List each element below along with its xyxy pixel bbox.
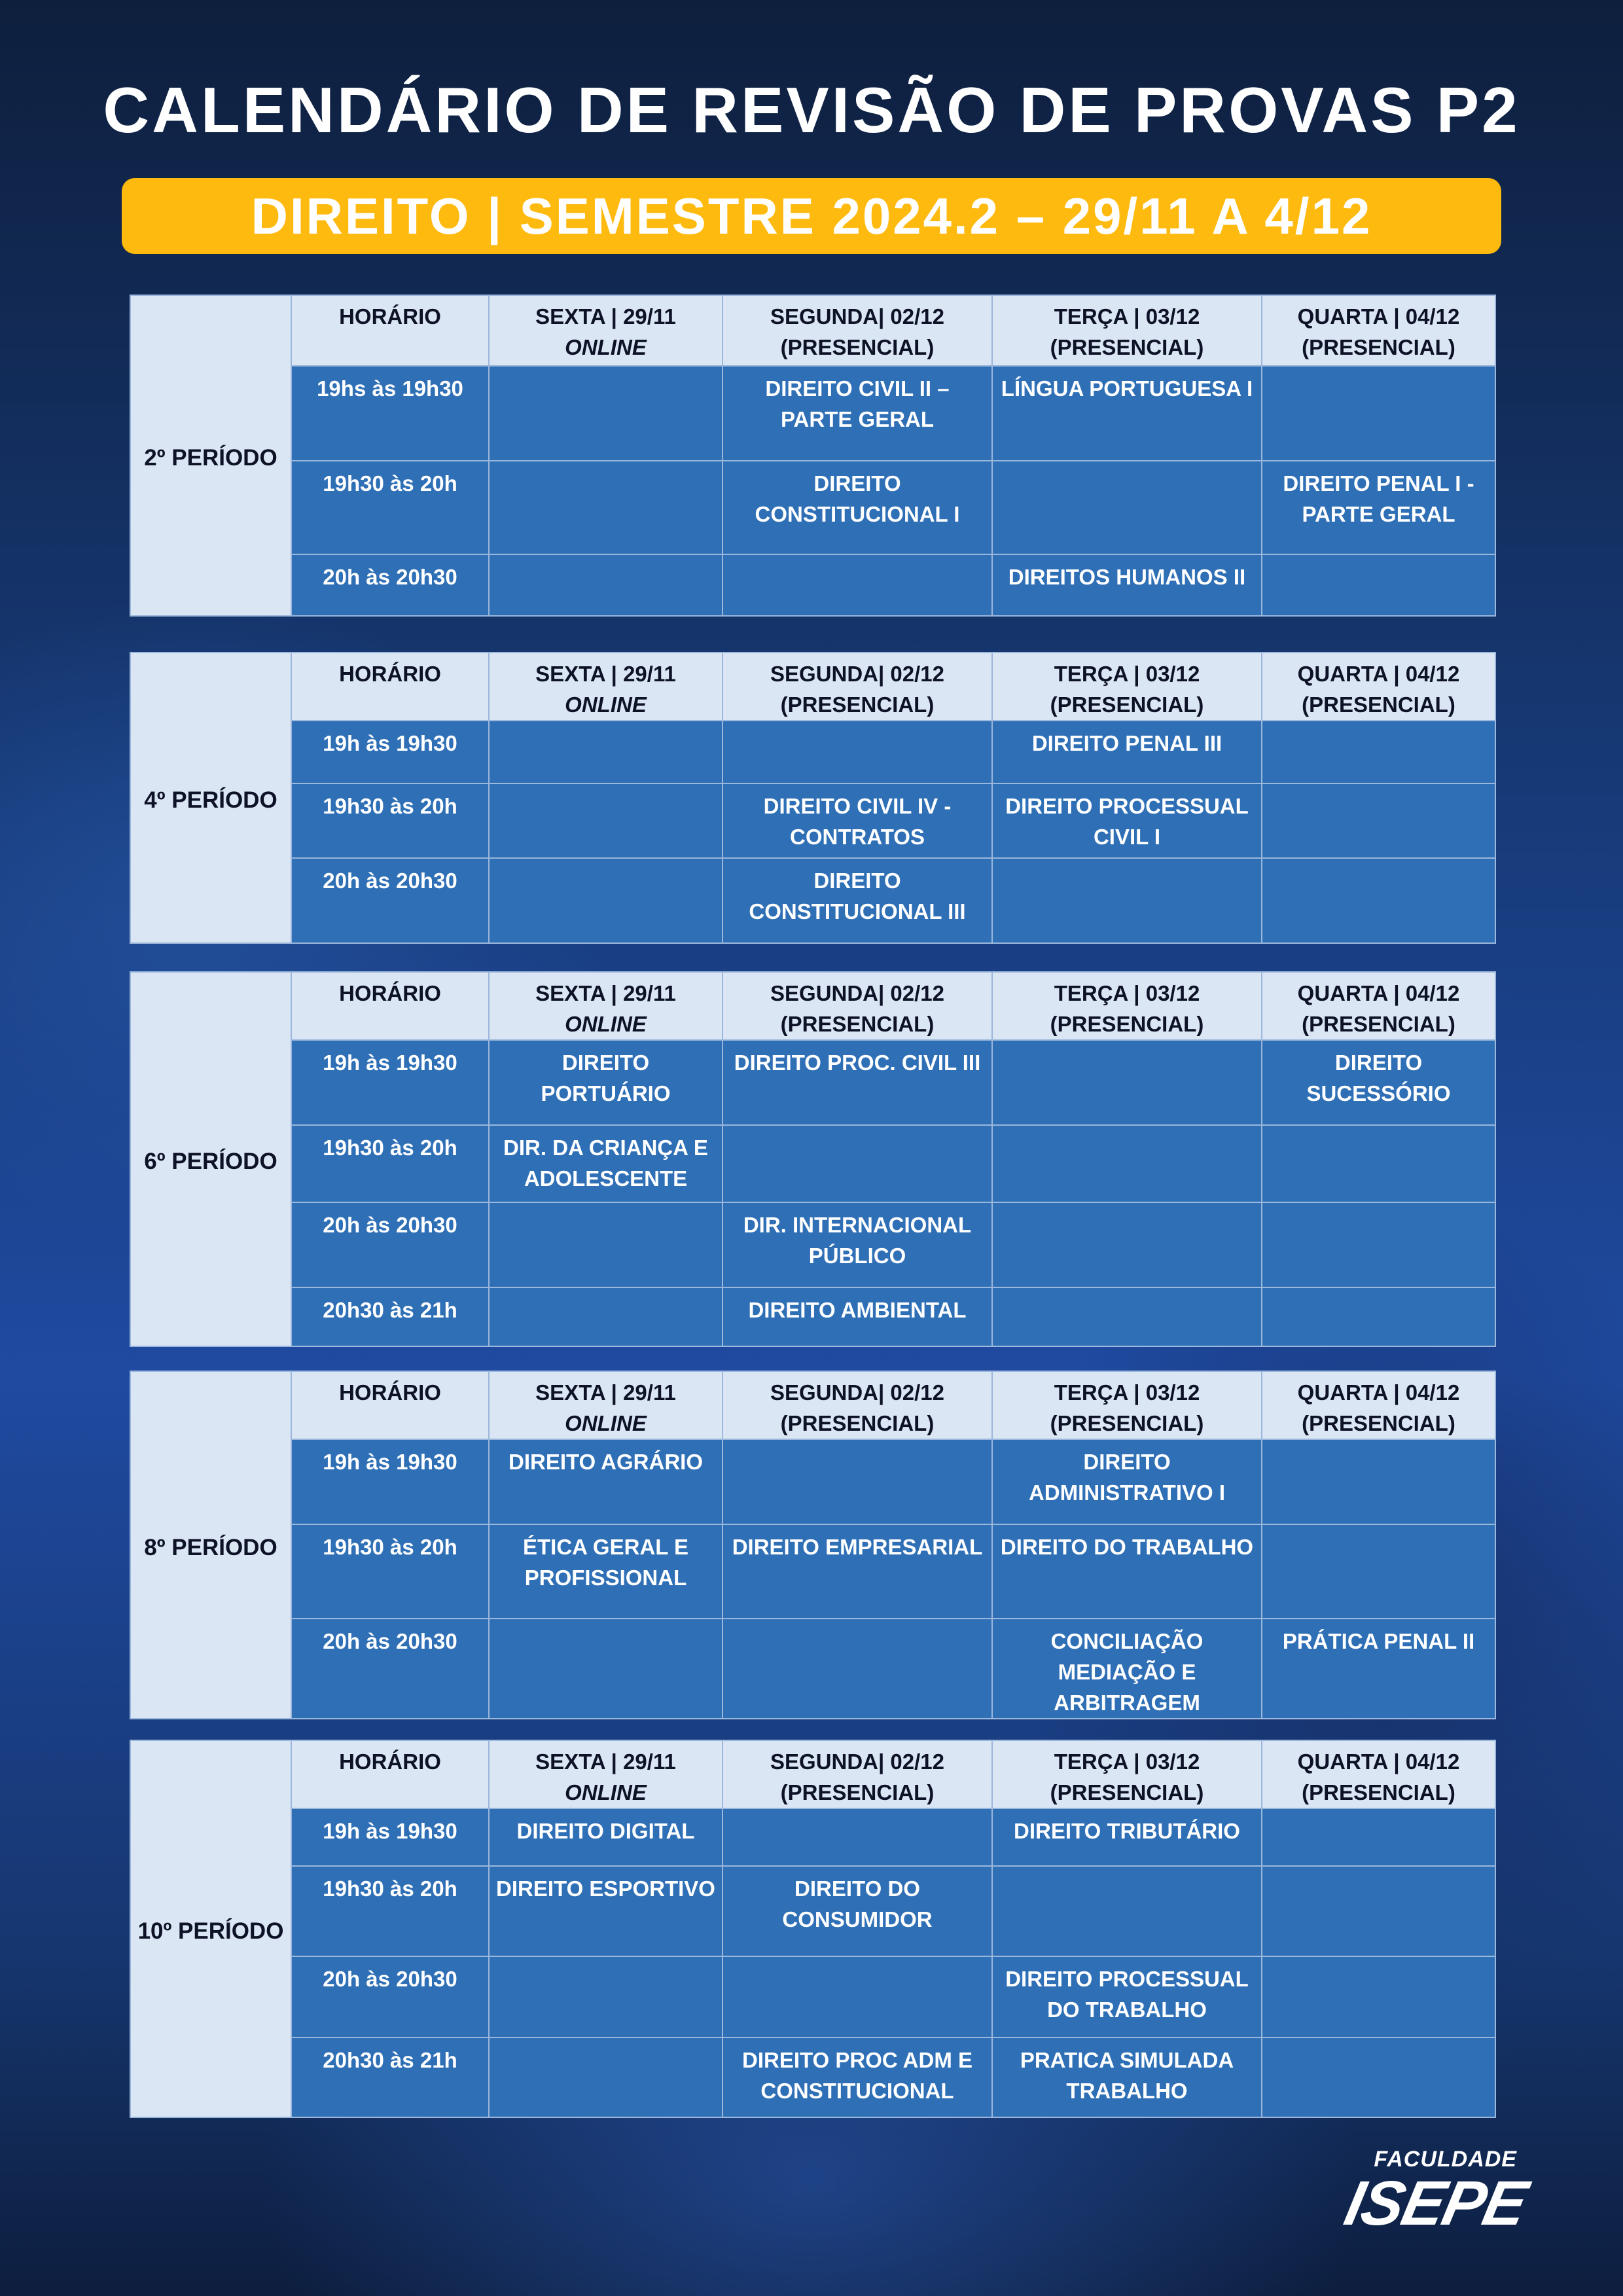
header-day-label: QUARTA | 04/12 <box>1297 662 1460 686</box>
header-day-1 <box>489 1740 722 1808</box>
subject-cell: PRÁTICA PENAL II <box>1262 1619 1495 1719</box>
header-day-mode: ONLINE <box>565 1411 647 1435</box>
header-day-4 <box>1262 1740 1495 1808</box>
time-slot: 20h30 às 21h <box>291 1287 489 1346</box>
subject-cell: DIREITO CONSTITUCIONAL I <box>722 461 992 554</box>
subject-cell: DIREITO PROC. CIVIL III <box>722 1040 992 1125</box>
time-slot: 19h às 19h30 <box>291 1439 489 1524</box>
subject-cell <box>489 858 722 943</box>
subject-cell <box>992 1287 1262 1346</box>
header-day-mode: (PRESENCIAL) <box>1302 1411 1455 1435</box>
subject-cell: DIREITO CIVIL II – PARTE GERAL <box>722 366 992 461</box>
table-row <box>130 554 1495 616</box>
header-day-mode: (PRESENCIAL) <box>1302 335 1455 359</box>
table-row <box>130 1439 1495 1524</box>
table-row <box>130 1040 1495 1125</box>
subject-cell <box>722 1125 992 1202</box>
header-day-mode: (PRESENCIAL) <box>1302 1012 1455 1036</box>
subject-cell: DIREITO DO TRABALHO <box>992 1524 1262 1619</box>
subject-cell <box>1262 1808 1495 1866</box>
header-day-2 <box>722 295 992 366</box>
header-day-label: TERÇA | 03/12 <box>1054 304 1200 329</box>
subject-cell <box>489 366 722 461</box>
table-row <box>130 1866 1495 1956</box>
header-horario: HORÁRIO <box>291 972 489 1040</box>
header-day-1 <box>489 295 722 366</box>
time-slot: 19h às 19h30 <box>291 721 489 783</box>
table-row <box>130 858 1495 943</box>
header-day-4 <box>1262 653 1495 721</box>
subject-cell <box>1262 1956 1495 2037</box>
subject-cell: DIREITO TRIBUTÁRIO <box>992 1808 1262 1866</box>
time-slot: 19h30 às 20h <box>291 1524 489 1619</box>
header-horario: HORÁRIO <box>291 1740 489 1808</box>
subject-cell <box>1262 1866 1495 1956</box>
header-day-mode: (PRESENCIAL) <box>780 1012 935 1036</box>
table-header-row <box>130 653 1495 721</box>
subject-cell: LÍNGUA PORTUGUESA I <box>992 366 1262 461</box>
header-day-mode: ONLINE <box>565 692 647 717</box>
time-slot: 19h30 às 20h <box>291 1125 489 1202</box>
period-label: 6º PERÍODO <box>130 972 291 1346</box>
table-row <box>130 1202 1495 1287</box>
subject-cell: DIR. DA CRIANÇA E ADOLESCENTE <box>489 1125 722 1202</box>
header-day-mode: (PRESENCIAL) <box>780 335 935 359</box>
header-day-label: SEXTA | 29/11 <box>535 304 676 329</box>
page-title: CALENDÁRIO DE REVISÃO DE PROVAS P2 <box>103 74 1520 146</box>
header-day-2 <box>722 653 992 721</box>
header-day-mode: (PRESENCIAL) <box>780 692 935 717</box>
header-day-2 <box>722 1740 992 1808</box>
header-day-label: TERÇA | 03/12 <box>1054 981 1200 1005</box>
table-row <box>130 1287 1495 1346</box>
header-day-label: SEGUNDA| 02/12 <box>770 662 944 686</box>
time-slot: 19h30 às 20h <box>291 783 489 858</box>
header-day-1 <box>489 653 722 721</box>
header-day-label: QUARTA | 04/12 <box>1297 1749 1460 1774</box>
header-day-label: SEGUNDA| 02/12 <box>770 981 944 1005</box>
header-day-2 <box>722 972 992 1040</box>
subject-cell <box>489 1619 722 1719</box>
table-header-row <box>130 972 1495 1040</box>
schedule-table <box>130 1371 1496 1719</box>
table-row <box>130 721 1495 783</box>
table-row <box>130 1619 1495 1719</box>
subject-cell <box>489 554 722 616</box>
header-day-3 <box>992 1740 1262 1808</box>
header-day-4 <box>1262 1371 1495 1439</box>
header-day-mode: (PRESENCIAL) <box>780 1780 935 1804</box>
subject-cell <box>1262 1202 1495 1287</box>
subject-cell <box>992 461 1262 554</box>
subject-cell: DIREITO ESPORTIVO <box>489 1866 722 1956</box>
subject-cell <box>722 1439 992 1524</box>
header-day-mode: (PRESENCIAL) <box>1050 1411 1204 1435</box>
header-day-3 <box>992 295 1262 366</box>
header-day-label: SEXTA | 29/11 <box>535 662 676 686</box>
time-slot: 20h às 20h30 <box>291 1956 489 2037</box>
subject-cell <box>1262 1524 1495 1619</box>
table-row <box>130 1125 1495 1202</box>
schedule-table <box>130 1740 1496 2118</box>
header-day-mode: ONLINE <box>565 1780 647 1804</box>
subject-cell <box>489 783 722 858</box>
subject-cell <box>992 858 1262 943</box>
header-day-mode: (PRESENCIAL) <box>1050 1780 1204 1804</box>
table-row <box>130 2037 1495 2117</box>
subject-cell <box>992 1040 1262 1125</box>
subject-cell <box>992 1202 1262 1287</box>
subject-cell: DIREITO PENAL I - PARTE GERAL <box>1262 461 1495 554</box>
time-slot: 19h30 às 20h <box>291 461 489 554</box>
header-day-mode: (PRESENCIAL) <box>780 1411 935 1435</box>
table-row <box>130 461 1495 554</box>
subject-cell <box>489 2037 722 2117</box>
header-day-label: SEGUNDA| 02/12 <box>770 1380 944 1405</box>
subject-cell: PRATICA SIMULADA TRABALHO <box>992 2037 1262 2117</box>
header-day-3 <box>992 653 1262 721</box>
subject-cell <box>489 1956 722 2037</box>
period-label: 10º PERÍODO <box>130 1740 291 2117</box>
subject-cell: DIREITO ADMINISTRATIVO I <box>992 1439 1262 1524</box>
header-day-mode: (PRESENCIAL) <box>1050 692 1204 717</box>
subject-cell <box>1262 1439 1495 1524</box>
period-label: 2º PERÍODO <box>130 295 291 616</box>
table-row <box>130 1956 1495 2037</box>
subject-cell: DIREITO PROCESSUAL DO TRABALHO <box>992 1956 1262 2037</box>
subject-cell: DIREITO DIGITAL <box>489 1808 722 1866</box>
table-header-row <box>130 1740 1495 1808</box>
subject-cell: DIREITO EMPRESARIAL <box>722 1524 992 1619</box>
header-day-4 <box>1262 972 1495 1040</box>
subject-cell <box>1262 1125 1495 1202</box>
header-day-mode: (PRESENCIAL) <box>1050 1012 1204 1036</box>
banner-text: DIREITO | SEMESTRE 2024.2 – 29/11 A 4/12 <box>251 187 1372 245</box>
subject-cell: DIREITO SUCESSÓRIO <box>1262 1040 1495 1125</box>
time-slot: 19h30 às 20h <box>291 1866 489 1956</box>
time-slot: 20h às 20h30 <box>291 554 489 616</box>
subject-cell: DIREITOS HUMANOS II <box>992 554 1262 616</box>
subject-cell <box>722 1956 992 2037</box>
subject-cell <box>1262 366 1495 461</box>
subject-cell <box>1262 2037 1495 2117</box>
time-slot: 20h às 20h30 <box>291 1202 489 1287</box>
period-label: 8º PERÍODO <box>130 1371 291 1719</box>
subject-cell <box>489 461 722 554</box>
subject-cell: DIREITO CIVIL IV - CONTRATOS <box>722 783 992 858</box>
header-day-label: TERÇA | 03/12 <box>1054 1749 1200 1774</box>
header-day-3 <box>992 972 1262 1040</box>
header-day-label: SEGUNDA| 02/12 <box>770 304 944 329</box>
schedule-table <box>130 971 1496 1347</box>
header-horario: HORÁRIO <box>291 295 489 366</box>
period-label: 4º PERÍODO <box>130 653 291 943</box>
table-row <box>130 783 1495 858</box>
header-day-label: QUARTA | 04/12 <box>1297 1380 1460 1405</box>
header-day-4 <box>1262 295 1495 366</box>
subject-cell: DIREITO PENAL III <box>992 721 1262 783</box>
faculdade-isepe-logo <box>1315 2147 1533 2238</box>
header-day-1 <box>489 972 722 1040</box>
subject-cell <box>1262 1287 1495 1346</box>
header-day-label: QUARTA | 04/12 <box>1297 981 1460 1005</box>
table-header-row <box>130 295 1495 366</box>
header-day-mode: ONLINE <box>565 335 647 359</box>
subject-cell <box>992 1866 1262 1956</box>
subject-cell: DIREITO PORTUÁRIO <box>489 1040 722 1125</box>
logo-name-text: ISEPE <box>1338 2168 1533 2238</box>
logo-top-text: FACULDADE <box>1374 2147 1517 2172</box>
subject-cell <box>1262 858 1495 943</box>
subject-cell <box>722 721 992 783</box>
course-banner <box>122 178 1501 254</box>
header-day-mode: (PRESENCIAL) <box>1302 1780 1455 1804</box>
subject-cell: DIREITO PROC ADM E CONSTITUCIONAL <box>722 2037 992 2117</box>
header-day-label: SEXTA | 29/11 <box>535 1380 676 1405</box>
table-row <box>130 1808 1495 1866</box>
header-day-mode: ONLINE <box>565 1012 647 1036</box>
subject-cell: DIREITO DO CONSUMIDOR <box>722 1866 992 1956</box>
subject-cell <box>722 554 992 616</box>
time-slot: 20h às 20h30 <box>291 1619 489 1719</box>
header-horario: HORÁRIO <box>291 1371 489 1439</box>
subject-cell: DIREITO PROCESSUAL CIVIL I <box>992 783 1262 858</box>
subject-cell <box>1262 554 1495 616</box>
header-day-3 <box>992 1371 1262 1439</box>
table-row <box>130 1524 1495 1619</box>
subject-cell <box>489 721 722 783</box>
header-day-label: SEXTA | 29/11 <box>535 1749 676 1774</box>
header-horario: HORÁRIO <box>291 653 489 721</box>
schedule-table <box>130 295 1496 617</box>
subject-cell <box>489 1202 722 1287</box>
header-day-label: SEXTA | 29/11 <box>535 981 676 1005</box>
subject-cell: DIREITO AGRÁRIO <box>489 1439 722 1524</box>
header-day-label: SEGUNDA| 02/12 <box>770 1749 944 1774</box>
subject-cell <box>992 1125 1262 1202</box>
header-day-label: TERÇA | 03/12 <box>1054 662 1200 686</box>
schedule-table <box>130 652 1496 944</box>
time-slot: 19h às 19h30 <box>291 1808 489 1866</box>
subject-cell: CONCILIAÇÃO MEDIAÇÃO E ARBITRAGEM <box>992 1619 1262 1719</box>
time-slot: 20h30 às 21h <box>291 2037 489 2117</box>
header-day-mode: (PRESENCIAL) <box>1302 692 1455 717</box>
subject-cell: ÉTICA GERAL E PROFISSIONAL <box>489 1524 722 1619</box>
header-day-label: QUARTA | 04/12 <box>1297 304 1460 329</box>
header-day-1 <box>489 1371 722 1439</box>
header-day-mode: (PRESENCIAL) <box>1050 335 1204 359</box>
time-slot: 20h às 20h30 <box>291 858 489 943</box>
table-row <box>130 366 1495 461</box>
time-slot: 19hs às 19h30 <box>291 366 489 461</box>
time-slot: 19h às 19h30 <box>291 1040 489 1125</box>
subject-cell <box>1262 721 1495 783</box>
subject-cell <box>1262 783 1495 858</box>
subject-cell: DIREITO AMBIENTAL <box>722 1287 992 1346</box>
header-day-label: TERÇA | 03/12 <box>1054 1380 1200 1405</box>
subject-cell <box>722 1619 992 1719</box>
table-header-row <box>130 1371 1495 1439</box>
subject-cell: DIREITO CONSTITUCIONAL III <box>722 858 992 943</box>
header-day-2 <box>722 1371 992 1439</box>
subject-cell <box>489 1287 722 1346</box>
subject-cell <box>722 1808 992 1866</box>
subject-cell: DIR. INTERNACIONAL PÚBLICO <box>722 1202 992 1287</box>
